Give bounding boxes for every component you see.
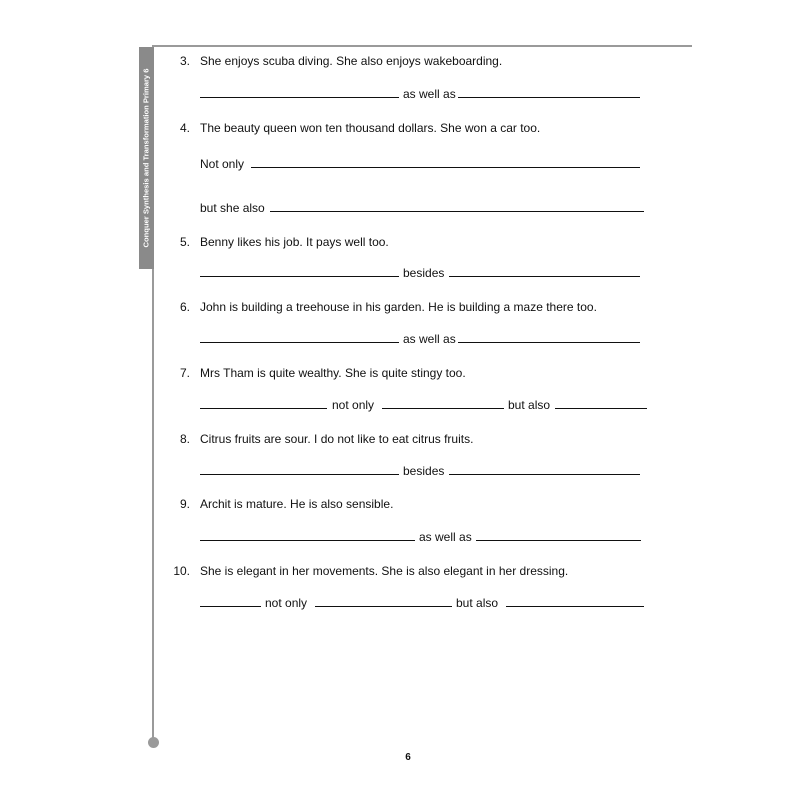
answer-blank[interactable] — [506, 606, 644, 607]
connector-word: but she also — [200, 201, 265, 215]
page-number: 6 — [405, 752, 411, 763]
question-number: 8. — [179, 432, 190, 446]
top-border-rule — [152, 45, 692, 47]
answer-blank[interactable] — [200, 97, 399, 98]
question-number: 6. — [179, 300, 190, 314]
answer-blank[interactable] — [315, 606, 452, 607]
question-text: The beauty queen won ten thousand dollars. She won a car too. — [200, 121, 541, 135]
border-end-dot — [148, 737, 159, 748]
question-number: 10. — [173, 564, 190, 578]
answer-blank[interactable] — [200, 276, 399, 277]
answer-blank[interactable] — [449, 276, 640, 277]
question-text: Archit is mature. He is also sensible. — [200, 497, 394, 511]
answer-blank[interactable] — [200, 342, 399, 343]
question-text: Benny likes his job. It pays well too. — [200, 235, 389, 249]
connector-word: but also — [508, 398, 551, 412]
answer-blank[interactable] — [458, 97, 640, 98]
answer-blank[interactable] — [449, 474, 640, 475]
connector-word: as well as — [403, 87, 456, 101]
question-text: She enjoys scuba diving. She also enjoys wakeboarding. — [200, 54, 503, 68]
question-number: 9. — [179, 497, 190, 511]
answer-blank[interactable] — [200, 606, 261, 607]
connector-word: but also — [456, 596, 499, 610]
answer-blank[interactable] — [555, 408, 647, 409]
connector-word: not only — [332, 398, 375, 412]
connector-word: not only — [265, 596, 308, 610]
answer-blank[interactable] — [382, 408, 504, 409]
answer-blank[interactable] — [200, 474, 399, 475]
connector-word: besides — [403, 266, 445, 280]
question-text: She is elegant in her movements. She is also elegant in her dressing. — [200, 564, 569, 578]
question-text: Citrus fruits are sour. I do not like to eat citrus fruits. — [200, 432, 474, 446]
answer-blank[interactable] — [251, 167, 640, 168]
question-text: Mrs Tham is quite wealthy. She is quite stingy too. — [200, 366, 466, 380]
question-number: 3. — [179, 54, 190, 68]
answer-blank[interactable] — [458, 342, 640, 343]
answer-blank[interactable] — [476, 540, 641, 541]
connector-word: as well as — [403, 332, 456, 346]
question-number: 4. — [179, 121, 190, 135]
running-head: Conquer Synthesis and Transformation Primary 6 — [141, 68, 151, 248]
answer-blank[interactable] — [200, 408, 327, 409]
answer-blank[interactable] — [200, 540, 415, 541]
question-number: 5. — [179, 235, 190, 249]
connector-word: besides — [403, 464, 445, 478]
answer-blank[interactable] — [270, 211, 644, 212]
connector-word: Not only — [200, 157, 245, 171]
question-text: John is building a treehouse in his garden. He is building a maze there too. — [200, 300, 597, 314]
connector-word: as well as — [419, 530, 472, 544]
question-number: 7. — [179, 366, 190, 380]
